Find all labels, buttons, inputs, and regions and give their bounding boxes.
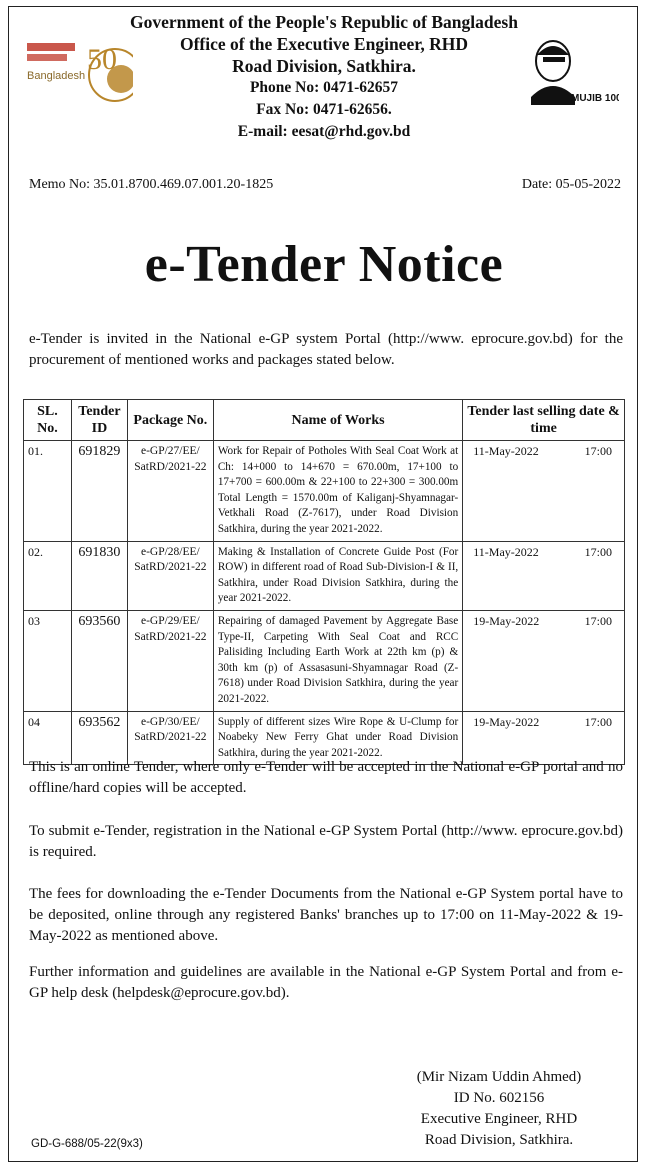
logo-mujib-text: MUJIB 100 bbox=[571, 93, 619, 104]
table-row bbox=[24, 541, 625, 610]
online-tender-paragraph: This is an online Tender, where only e-Tender will be accepted in the National e-GP portal and no offline/hard copies will be accepted. bbox=[29, 759, 623, 796]
cell-package: e-GP/27/EE/ SatRD/2021-22 bbox=[127, 441, 213, 542]
header bbox=[9, 7, 639, 167]
cell-works: Repairing of damaged Pavement by Aggregate Base Type-II, Carpeting With Seal Coat and RCC Palisiding Including Earth Work at 22th km (p) & 30th km (p) of Assasasuni-Shyamnagar Road (Z-7618) under Road Division Satkhira, during the year 2021-2022. bbox=[213, 610, 462, 711]
fax-number: Fax No: 0471-62656. bbox=[256, 101, 392, 118]
registration-paragraph: To submit e-Tender, registration in the National e-GP System Portal (http://www. eprocure.gov.bd) is required. bbox=[29, 823, 623, 860]
signatory-id: ID No. 602156 bbox=[453, 1090, 545, 1106]
cell-package: e-GP/30/EE/ SatRD/2021-22 bbox=[127, 711, 213, 765]
cell-date: 11-May-2022 bbox=[473, 544, 539, 559]
cell-sl: 02. bbox=[24, 541, 72, 610]
fees-paragraph: The fees for downloading the e-Tender Documents from the National e-GP System portal have to be deposited, online through any registered Banks' branches up to 17:00 on 11-May-2022 & 19-May-2022 as mentioned above. bbox=[29, 886, 623, 944]
email-address: E-mail: eesat@rhd.gov.bd bbox=[237, 123, 411, 140]
cell-time: 17:00 bbox=[584, 714, 612, 729]
footer-code: GD-G-688/05-22(9x3) bbox=[31, 1138, 143, 1150]
cell-date: 11-May-2022 bbox=[473, 444, 539, 458]
table-row bbox=[24, 610, 625, 711]
col-header-package: Package No. bbox=[127, 400, 213, 441]
cell-date: 19-May-2022 bbox=[473, 613, 540, 628]
intro-paragraph: e-Tender is invited in the National e-GP system Portal (http://www. eprocure.gov.bd) for the procurement of mentioned works and packages stated below. bbox=[29, 331, 623, 368]
header-text bbox=[109, 11, 539, 143]
cell-date-time bbox=[463, 441, 625, 542]
signature-block bbox=[399, 1067, 599, 1151]
cell-time: 17:00 bbox=[584, 444, 612, 458]
col-header-works: Name of Works bbox=[213, 400, 462, 441]
col-header-tender-id: Tender ID bbox=[71, 400, 127, 441]
table-header-row bbox=[24, 400, 625, 441]
cell-works: Making & Installation of Concrete Guide Post (For ROW) in different road of Road Sub-Division-I & II, Satkhira, under Road Division Satkhira, during the year 2021-2022. bbox=[213, 541, 462, 610]
cell-date-time bbox=[463, 541, 625, 610]
table-row bbox=[24, 441, 625, 542]
cell-sl: 04 bbox=[24, 711, 72, 765]
cell-package: e-GP/29/EE/ SatRD/2021-22 bbox=[127, 610, 213, 711]
government-title: Government of the People's Republic of Bangladesh bbox=[130, 12, 518, 32]
cell-sl: 03 bbox=[24, 610, 72, 711]
signatory-name: (Mir Nizam Uddin Ahmed) bbox=[416, 1069, 582, 1085]
division-title: Road Division, Satkhira. bbox=[232, 56, 416, 76]
signatory-title: Executive Engineer, RHD bbox=[420, 1111, 578, 1127]
phone-number: Phone No: 0471-62657 bbox=[249, 79, 399, 96]
office-title: Office of the Executive Engineer, RHD bbox=[179, 34, 469, 54]
col-header-date: Tender last selling date & time bbox=[463, 400, 625, 441]
cell-package: e-GP/28/EE/ SatRD/2021-22 bbox=[127, 541, 213, 610]
cell-works: Supply of different sizes Wire Rope & U-Clump for Noabeky New Ferry Ghat under Road Division Satkhira, during the year 2021-2022. bbox=[213, 711, 462, 765]
cell-tender-id: 693562 bbox=[71, 711, 127, 765]
cell-tender-id: 691829 bbox=[71, 441, 127, 542]
signatory-office: Road Division, Satkhira. bbox=[424, 1132, 574, 1148]
cell-sl: 01. bbox=[24, 441, 72, 542]
tender-table bbox=[23, 399, 625, 765]
logo-number: 50 bbox=[87, 43, 117, 76]
cell-tender-id: 693560 bbox=[71, 610, 127, 711]
memo-row bbox=[29, 177, 621, 193]
notice-frame bbox=[8, 6, 638, 1162]
cell-time: 17:00 bbox=[584, 613, 612, 628]
helpdesk-paragraph: Further information and guidelines are available in the National e-GP System Portal and from e-GP help desk (helpdesk@eprocure.gov.bd). bbox=[29, 964, 623, 1001]
col-header-sl: SL. No. bbox=[24, 400, 72, 441]
mujib-100-logo bbox=[511, 35, 619, 115]
page-title: e-Tender Notice bbox=[144, 236, 504, 293]
cell-date-time bbox=[463, 610, 625, 711]
cell-works: Work for Repair of Potholes With Seal Coat Work at Ch: 14+000 to 14+670 = 670.00m, 17+100 to 17+700 = 600.00m & 22+100 to 22+300 = 300.00m Total Length = 1570.00m of Kaliganj-Shyamnagar-Vetkhali Road (Z-7617), under Road Division Satkhira, during the year 2021-2022. bbox=[213, 441, 462, 542]
memo-number: Memo No: 35.01.8700.469.07.001.20-1825 bbox=[29, 177, 274, 192]
logo-text: Bangladesh bbox=[27, 70, 86, 82]
cell-date: 19-May-2022 bbox=[473, 714, 540, 729]
memo-date: Date: 05-05-2022 bbox=[521, 177, 621, 192]
cell-time: 17:00 bbox=[584, 544, 612, 559]
cell-tender-id: 691830 bbox=[71, 541, 127, 610]
